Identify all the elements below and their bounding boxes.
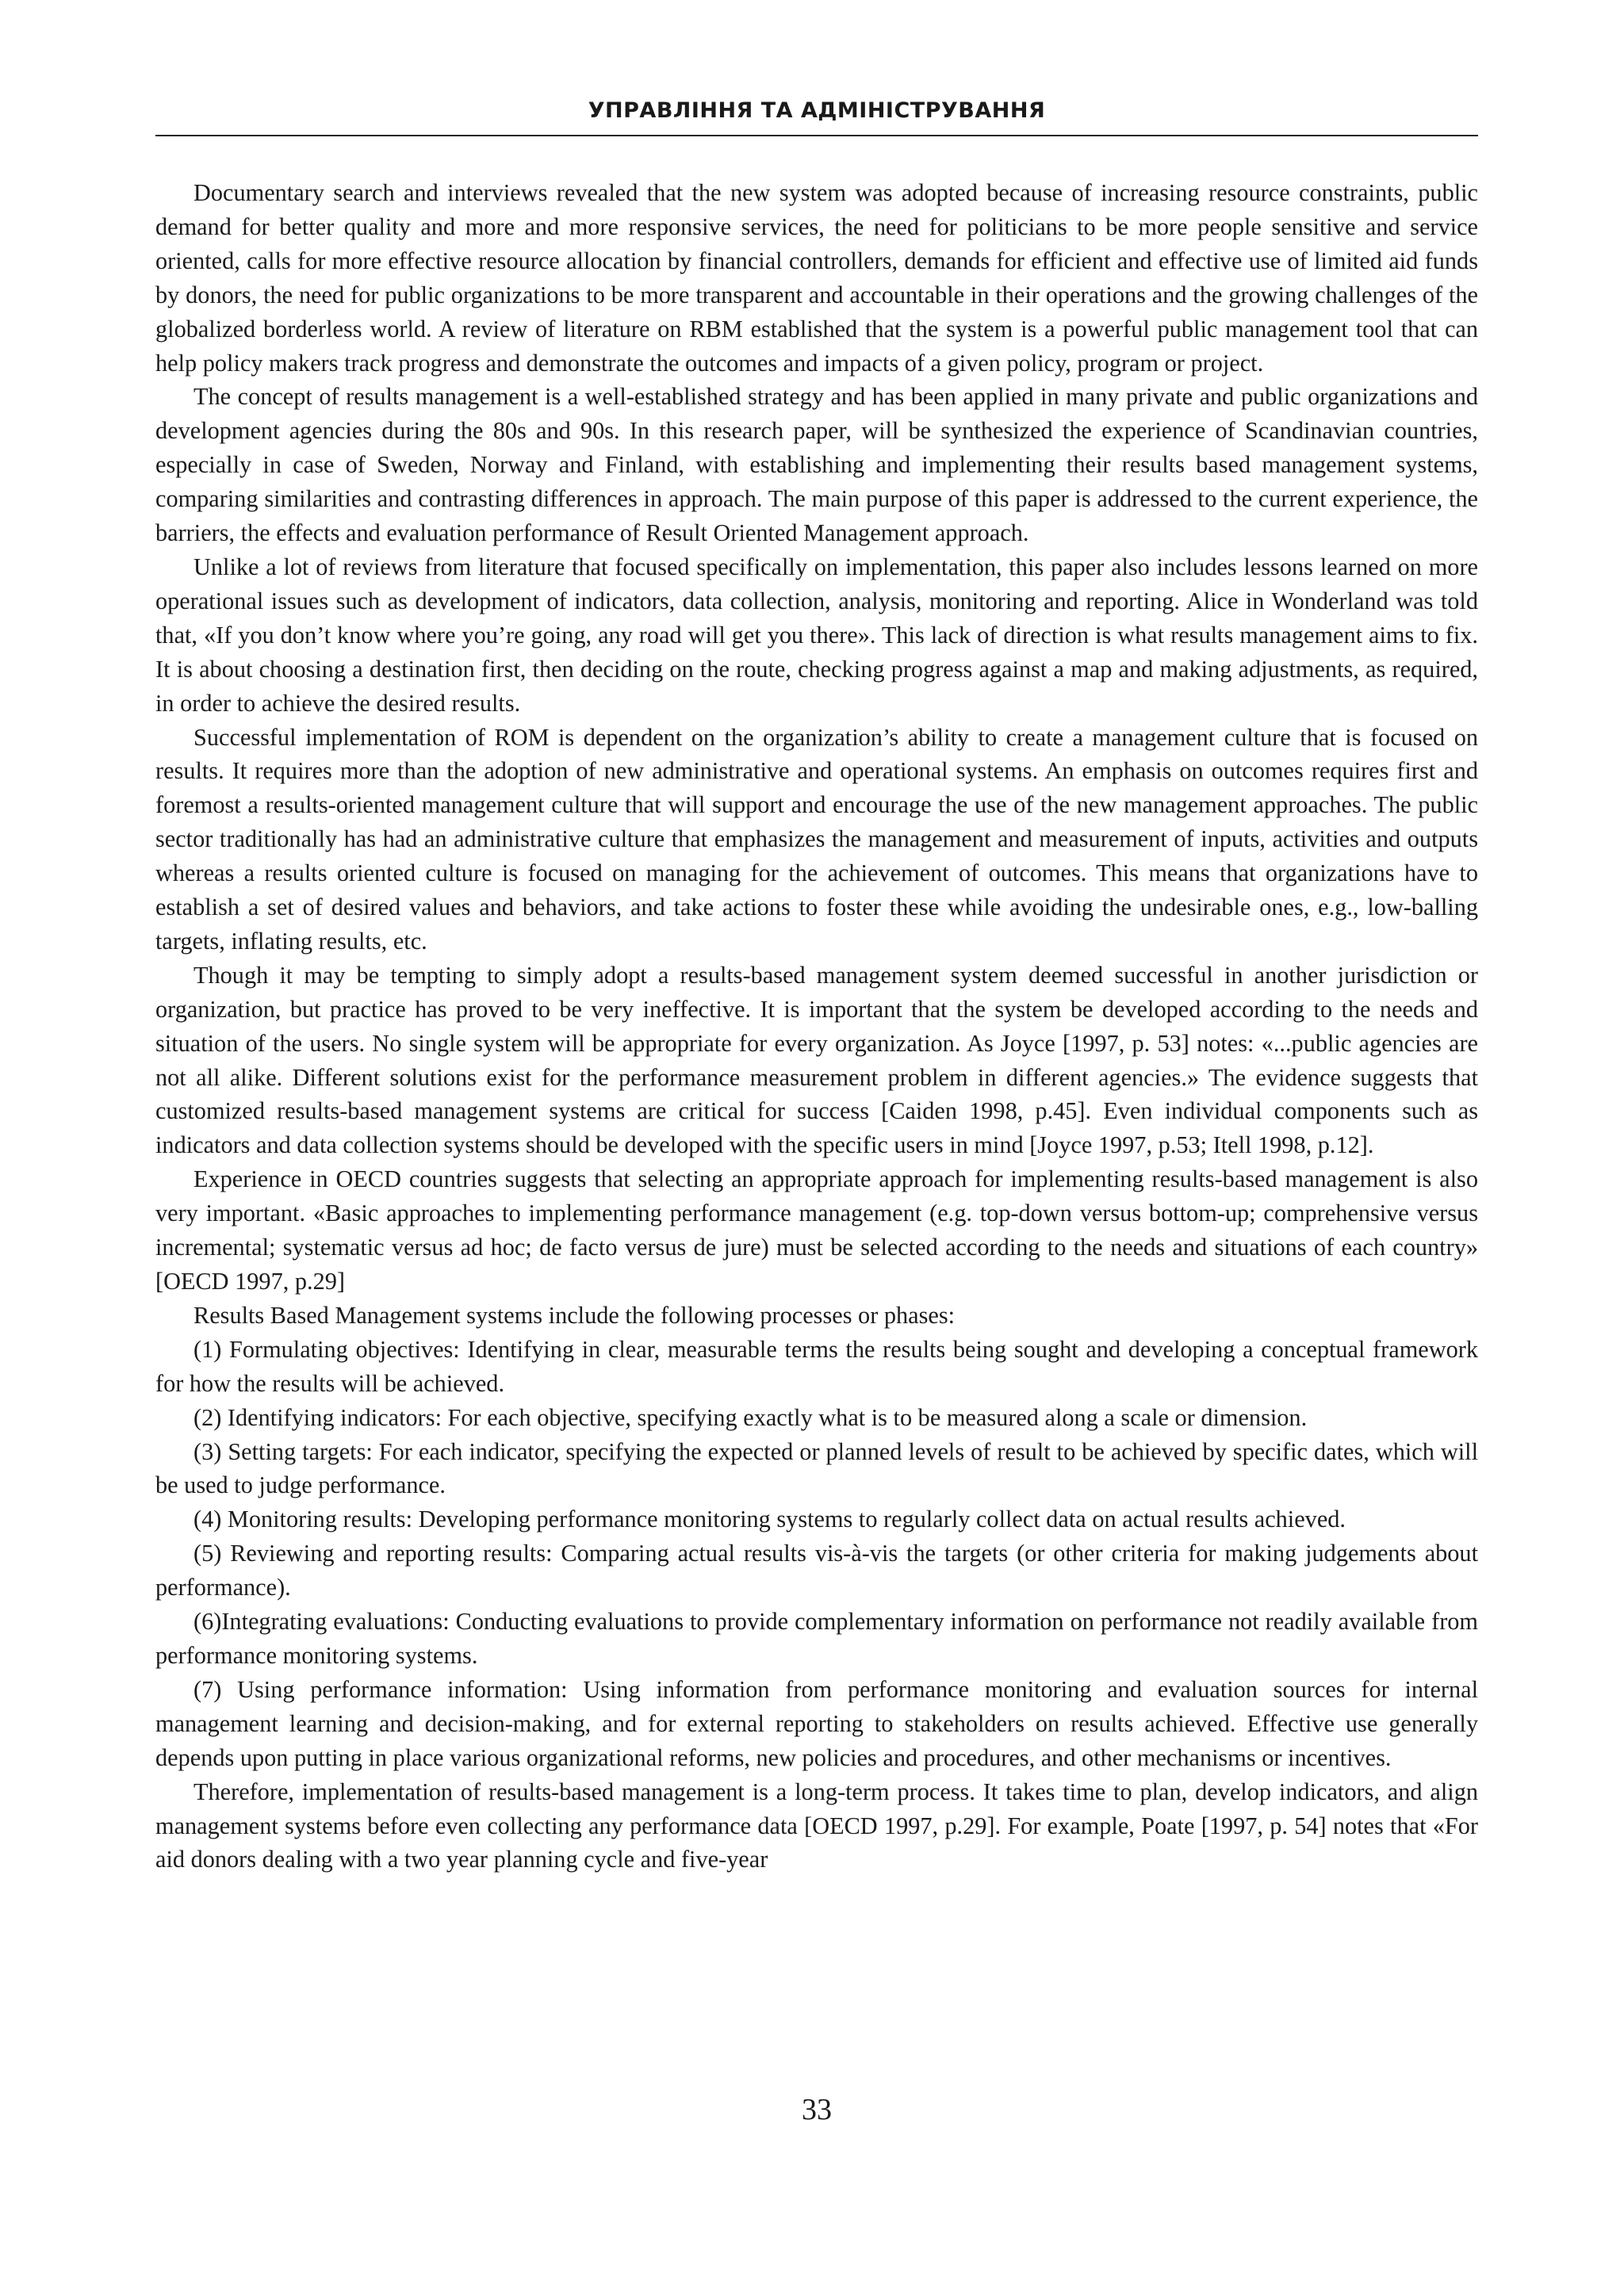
list-item: (3) Setting targets: For each indicator, specifying the expected or planned levels of result to be achieved by specific dates, which will be used to judge performance. — [155, 1437, 1478, 1499]
header-rule — [155, 135, 1478, 136]
running-header: УПРАВЛІННЯ ТА АДМІНІСТРУВАННЯ — [588, 98, 1046, 123]
paragraph: Therefore, implementation of results-based management is a long-term process. It takes time to plan, develop indicators, and align management systems before even collecting any performance data [OECD 1997, p.29]. For example, Poate [1997, p. 54] notes that «For aid donors dealing with a two year planning cycle and five-year — [155, 1777, 1478, 1873]
document-page — [155, 0, 1478, 2296]
paragraph: Unlike a lot of reviews from literature that focused specifically on implementation, this paper also includes lessons learned on more operational issues such as development of indicators, data collection, analysis, monitoring and reporting. Alice in Wonderland was told that, «If you don’t know where you’re going, any road will get you there». This lack of direction is what results management aims to fix. It is about choosing a destination first, then deciding on the route, checking progress against a map and making adjustments, as required, in order to achieve the desired results. — [155, 553, 1478, 717]
paragraph: Experience in OECD countries suggests that selecting an appropriate approach for implementing results-based management is also very important. «Basic approaches to implementing performance management (e.g. top-down versus bottom-up; comprehensive versus incremental; systematic versus ad hoc; de facto versus de jure) must be selected according to the needs and situations of each country» [OECD 1997, p.29] — [155, 1165, 1478, 1295]
paragraph: Though it may be tempting to simply adopt a results-based management system deemed successful in another jurisdiction or organization, but practice has proved to be very ineffective. It is important that the system be developed according to the needs and situation of the users. No single system will be appropriate for every organization. As Joyce [1997, p. 53] notes: «...public agencies are not all alike. Different solutions exist for the performance measurement problem in different agencies.» The evidence suggests that customized results-based management systems are critical for success [Caiden 1998, p.45]. Even individual components such as indicators and data collection systems should be developed with the specific users in mind [Joyce 1997, p.53; Itell 1998, p.12]. — [155, 961, 1478, 1159]
page-number: 33 — [802, 2093, 832, 2126]
list-item: (1) Formulating objectives: Identifying in clear, measurable terms the results being sought and developing a conceptual framework for how the results will be achieved. — [155, 1335, 1478, 1397]
paragraph: Successful implementation of ROM is dependent on the organization’s ability to create a management culture that is focused on results. It requires more than the adoption of new administrative and operational systems. An emphasis on outcomes requires first and foremost a results-oriented management culture that will support and encourage the use of the new management approaches. The public sector traditionally has had an administrative culture that emphasizes the management and measurement of inputs, activities and outputs whereas a results oriented culture is focused on managing for the achievement of outcomes. This means that organizations have to establish a set of desired values and behaviors, and take actions to foster these while avoiding the undesirable ones, e.g., low-balling targets, inflating results, etc. — [155, 723, 1478, 955]
list-item: (2) Identifying indicators: For each objective, specifying exactly what is to be measured along a scale or dimension. — [193, 1403, 1308, 1431]
list-item: (4) Monitoring results: Developing performance monitoring systems to regularly collect data on actual results achieved. — [193, 1506, 1346, 1533]
body-text — [155, 176, 1478, 1877]
list-item: (6)Integrating evaluations: Conducting evaluations to provide complementary information on performance not readily available from performance monitoring systems. — [155, 1608, 1478, 1669]
paragraph: The concept of results management is a well-established strategy and has been applied in many private and public organizations and development agencies during the 80s and 90s. In this research paper, will be synthesized the experience of Scandinavian countries, especially in case of Sweden, Norway and Finland, with establishing and implementing their results based management systems, comparing similarities and contrasting differences in approach. The main purpose of this paper is addressed to the current experience, the barriers, the effects and evaluation performance of Result Oriented Management approach. — [155, 383, 1478, 547]
list-item: (7) Using performance information: Using information from performance monitoring and evaluation sources for internal management learning and decision-making, and for external reporting to stakeholders on results achieved. Effective use generally depends upon putting in place various organizational reforms, new policies and procedures, and other mechanisms or incentives. — [155, 1675, 1478, 1771]
paragraph: Documentary search and interviews revealed that the new system was adopted because of increasing resource constraints, public demand for better quality and more and more responsive services, the need for politicians to be more people sensitive and service oriented, calls for more effective resource allocation by financial controllers, demands for efficient and effective use of limited aid funds by donors, the need for public organizations to be more transparent and accountable in their operations and the growing challenges of the globalized borderless world. A review of literature on RBM established that the system is a powerful public management tool that can help policy makers track progress and demonstrate the outcomes and impacts of a given policy, program or project. — [155, 179, 1478, 377]
list-item: (5) Reviewing and reporting results: Comparing actual results vis-à-vis the targets (or other criteria for making judgements about performance). — [155, 1540, 1478, 1601]
paragraph: Results Based Management systems include the following processes or phases: — [193, 1301, 956, 1329]
